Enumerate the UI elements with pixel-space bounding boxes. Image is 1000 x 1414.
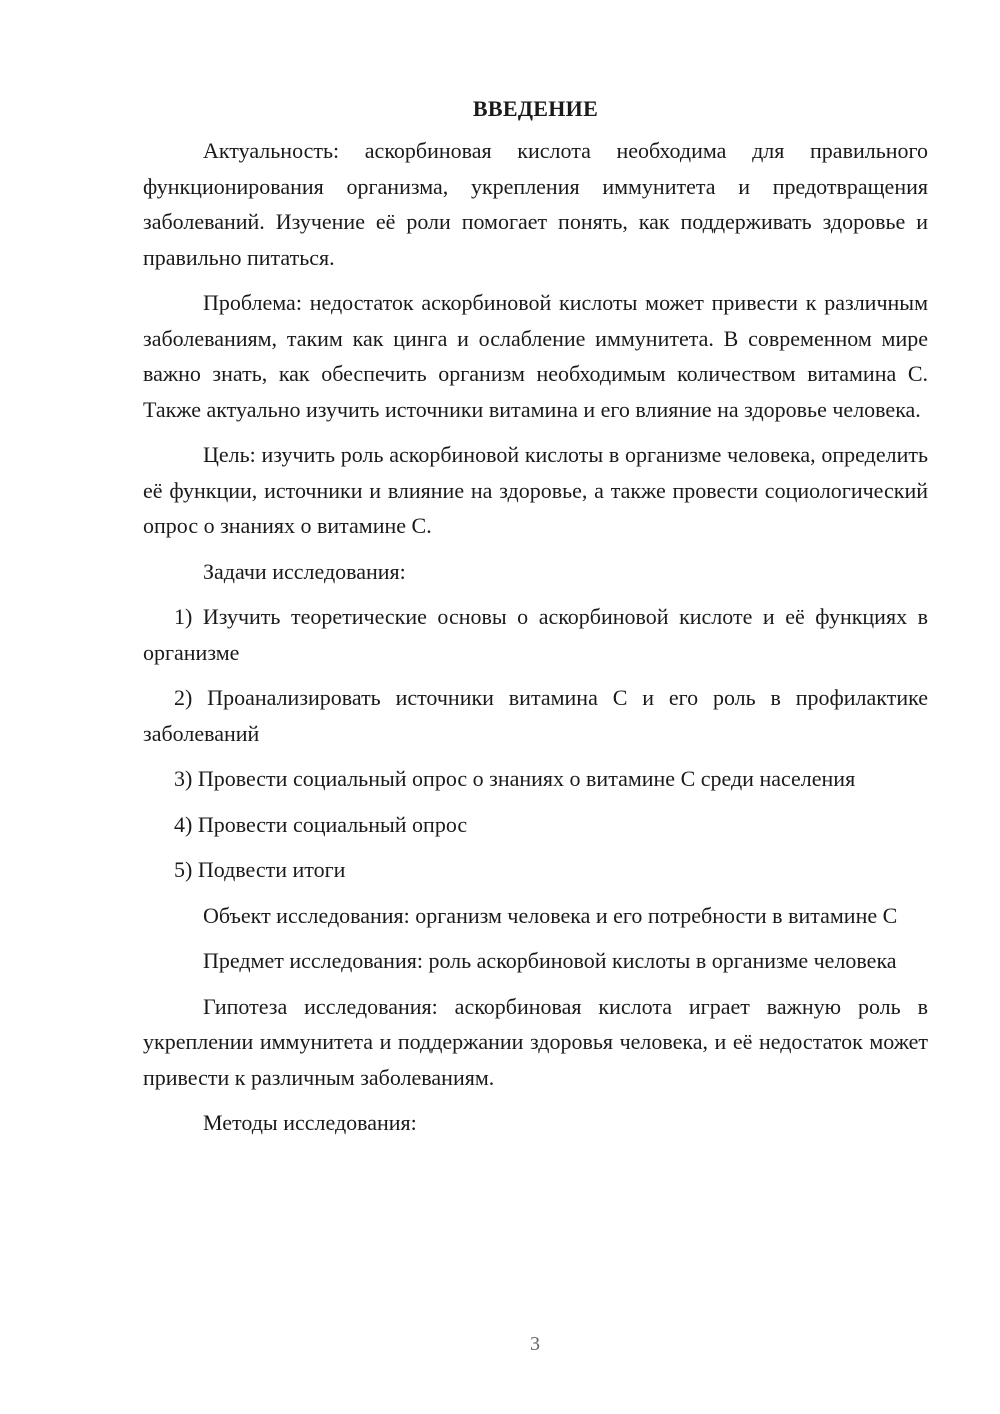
task-item-5: 5) Подвести итоги bbox=[174, 857, 346, 882]
tasks-heading: Задачи исследования: bbox=[203, 558, 406, 584]
goal-paragraph: Цель: изучить роль аскорбиновой кислоты в организме человека, определить её функции, источники и влияние на здоровье, а также провести социологический опрос о знаниях о витамине С. bbox=[143, 442, 928, 538]
page-content bbox=[143, 92, 928, 1151]
hypothesis-paragraph: Гипотеза исследования: аскорбиновая кислота играет важную роль в укреплении иммунитета и поддержании здоровья человека, и её недостаток может привести к различным заболеваниям. bbox=[143, 993, 928, 1090]
task-item-4: 4) Провести социальный опрос bbox=[174, 811, 468, 837]
section-title: ВВЕДЕНИЕ bbox=[472, 96, 599, 121]
task-item-3: 3) Провести социальный опрос о знаниях о витамине С среди населения bbox=[174, 766, 856, 791]
task-item-2: 2) Проанализировать источники витамина С и его роль в профилактике заболеваний bbox=[143, 685, 928, 746]
object-paragraph: Объект исследования: организм человека и его потребности в витамине С bbox=[203, 902, 898, 928]
subject-paragraph: Предмет исследования: роль аскорбиновой кислоты в организме человека bbox=[203, 948, 897, 973]
page-number: 3 bbox=[530, 1333, 540, 1355]
methods-paragraph: Методы исследования: bbox=[203, 1110, 417, 1135]
relevance-paragraph: Актуальность: аскорбиновая кислота необходима для правильного функционирования организма, укрепления иммунитета и предотвращения заболеваний. Изучение её роли помогает понять, как поддерживать здоровье и правильно питаться. bbox=[143, 138, 928, 270]
problem-paragraph: Проблема: недостаток аскорбиновой кислоты может привести к различным заболеваниям, таким как цинга и ослабление иммунитета. В современном мире важно знать, как обеспечить организм необходимым количеством витамина С. Также актуально изучить источники витамина и его влияние на здоровье человека. bbox=[143, 290, 928, 422]
task-item-1: 1) Изучить теоретические основы о аскорбиновой кислоте и её функциях в организме bbox=[143, 604, 928, 665]
